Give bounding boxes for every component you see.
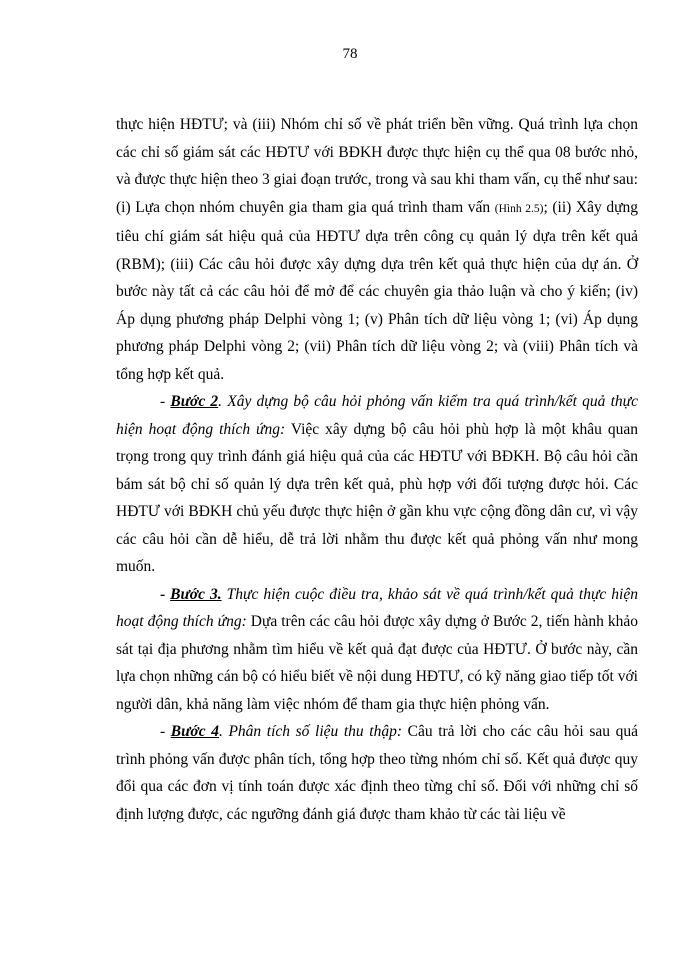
paragraph-selection-process xyxy=(116,111,638,388)
paragraph-step-3 xyxy=(116,581,638,719)
figure-reference: (Hình 2.5) xyxy=(494,202,544,215)
step-2-text: Việc xây dựng bộ câu hỏi phù hợp là một khâu quan trọng trong quy trình đánh giá hiệu quả của các HĐTƯ với BĐKH. Bộ câu hỏi cần bám sát bộ chỉ số quản lý dựa trên kết quả, phù hợp với đối tượng được hỏi. Các HĐTƯ với BĐKH chủ yếu được thực hiện ở gần khu vực cộng đồng dân cư, vì vậy các câu hỏi cần dễ hiểu, dễ trả lời nhằm thu được kết quả phỏng vấn như mong muốn. xyxy=(116,420,638,575)
step-dash: - xyxy=(160,723,171,740)
paragraph-step-2 xyxy=(116,388,638,581)
step-3-text: Dựa trên các câu hỏi được xây dựng ở Bước 2, tiến hành khảo sát tại địa phương nhằm tìm hiểu về kết quả đạt được của HĐTƯ. Ở bước này, cần lựa chọn những cán bộ có hiểu biết về nội dung HĐTƯ, có kỹ năng giao tiếp tốt với người dân, khả năng làm việc nhóm để tham gia thực hiện phỏng vấn. xyxy=(116,613,638,713)
step-4-label: Bước 4 xyxy=(170,723,219,740)
paragraph-text: thực hiện HĐTƯ; và (iii) Nhóm chỉ số về phát triển bền vững. Quá trình lựa chọn các chỉ số giám sát các HĐTƯ với BĐKH được thực hiện cụ thể qua 08 bước nhỏ, và được thực hiện theo 3 giai đoạn trước, trong và sau khi tham vấn, cụ thể như sau: (i) Lựa chọn nhóm chuyên gia tham gia quá trình tham vấn xyxy=(116,116,638,216)
step-2-title: . Xây dựng bộ câu hỏi phỏng vấn kiểm tra quá trình/kết quả thực hiện hoạt động thích ứng: xyxy=(116,393,639,438)
step-3-label: Bước 3. xyxy=(170,585,222,603)
step-3-title: Thực hiện cuộc điều tra, khảo sát về quá trình/kết quả thực hiện hoạt động thích ứng: xyxy=(116,585,638,630)
step-4-text: Câu trả lời cho các câu hỏi sau quá trình phỏng vấn được phân tích, tổng hợp theo từng nhóm chỉ số. Kết quả được quy đổi qua các đơn vị tính toán được xác định theo từng chỉ số. Đối với những chỉ số định lượng được, các ngưỡng đánh giá được tham khảo từ các tài liệu về xyxy=(116,723,638,823)
step-4-title: . Phân tích số liệu thu thập: xyxy=(218,723,403,740)
paragraph-step-4 xyxy=(116,718,638,828)
body-text xyxy=(116,111,638,828)
step-2-label: Bước 2 xyxy=(170,393,219,410)
step-dash: - xyxy=(160,393,171,410)
step-dash: - xyxy=(160,585,171,603)
paragraph-text: ; (ii) Xây dựng tiêu chí giám sát hiệu quả của HĐTƯ dựa trên công cụ quản lý dựa trên kết quả (RBM); (iii) Các câu hỏi được xây dựng dựa trên kết quả thực hiện của dự án. Ở bước này tất cả các câu hỏi để mở để các chuyên gia thảo luận và cho ý kiến; (iv) Áp dụng phương pháp Delphi vòng 1; (v) Phân tích dữ liệu vòng 1; (vi) Áp dụng phương pháp Delphi vòng 2; (vii) Phân tích dữ liệu vòng 2; và (viii) Phân tích và tổng hợp kết quả. xyxy=(116,198,639,383)
page-number: 78 xyxy=(342,46,358,62)
